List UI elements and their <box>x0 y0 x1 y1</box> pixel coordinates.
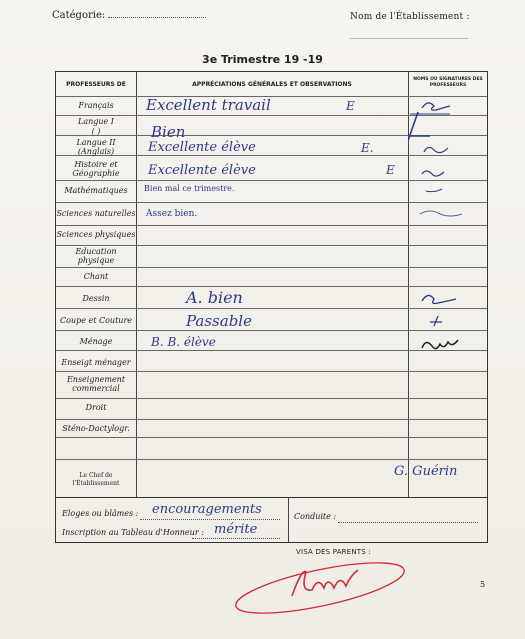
tableau-blank <box>192 538 280 539</box>
subject-dessin: Dessin <box>82 294 110 303</box>
subject-steno: Sténo-Dactylogr. <box>62 424 130 433</box>
subject-langue1: Langue I <box>78 117 114 126</box>
signature-stroke <box>292 570 358 596</box>
page-number: 5 <box>480 580 486 589</box>
subject-couture: Coupe et Couture <box>60 316 132 325</box>
subject-menage: Ménage <box>79 337 113 346</box>
hw-chef-signature: G. Guérin <box>394 464 458 479</box>
categorie-label: Catégorie: <box>52 10 106 21</box>
subject-enseigt-menager: Enseigt ménager <box>61 358 131 367</box>
signature-langue2 <box>424 147 448 152</box>
header-signatures: NOMS OU SIGNATURES DES PROFESSEURS <box>413 77 483 88</box>
grades-table <box>55 71 488 543</box>
conduite-blank <box>338 522 478 523</box>
hw-sciences: Assez bien. <box>146 209 198 219</box>
hw-francais: Excellent travail <box>146 96 271 114</box>
subject-langue2: Langue II <box>76 138 116 147</box>
parent-signature <box>232 560 418 620</box>
signature-couture <box>430 316 442 326</box>
hw-couture: Passable <box>186 312 252 330</box>
signature-dessin <box>422 295 456 303</box>
subject-langue1-paren: ( ) <box>91 127 101 136</box>
chef-label: Le Chef de l'Établissement <box>72 472 120 487</box>
hw-dessin: A. bien <box>186 288 243 307</box>
signature-sciences <box>420 211 462 216</box>
categorie-blank <box>108 17 206 18</box>
subject-maths: Mathématiques <box>64 186 128 195</box>
tableau-label: Inscription au Tableau d'Honneur : <box>62 528 204 537</box>
eloges-label: Eloges ou blâmes : <box>62 509 139 518</box>
etablissement-label: Nom de l'Établissement : <box>350 12 470 22</box>
hw-langue2-mark: E. <box>361 141 374 155</box>
signature-langue <box>408 112 430 158</box>
subject-francais: Français <box>78 101 114 110</box>
hw-langue2: Excellente élève <box>148 140 256 155</box>
subject-sciences-naturelles: Sciences naturelles <box>56 209 136 218</box>
conduite-label: Conduite : <box>294 512 337 521</box>
signature-menage <box>422 340 458 349</box>
subject-droit: Droit <box>85 403 107 412</box>
hw-menage: B. B. élève <box>151 335 216 349</box>
hw-eloges: encouragements <box>152 502 262 517</box>
subject-sciences-physiques: Sciences physiques <box>56 230 136 239</box>
hw-histoire-mark: E <box>386 163 395 177</box>
header-professeurs: PROFESSEURS DE <box>66 81 126 88</box>
hw-francais-mark: E <box>346 99 355 113</box>
signature-maths <box>426 189 442 192</box>
signature-francais <box>422 103 450 110</box>
signature-histoire <box>422 171 444 176</box>
etablissement-blank <box>350 38 468 39</box>
signature-loop <box>232 560 408 620</box>
categorie-field <box>52 10 206 21</box>
header-appreciations: APPRÉCIATIONS GÉNÉRALES ET OBSERVATIONS <box>192 81 352 88</box>
hw-tableau: mérite <box>214 522 258 537</box>
teacher-signatures <box>408 96 487 496</box>
trimestre-title: 3e Trimestre 19 -19 <box>202 53 323 66</box>
subject-chant: Chant <box>83 272 109 281</box>
hw-langue1: Bien <box>151 123 186 141</box>
hw-maths: Bien mal ce trimestre. <box>144 184 235 193</box>
subject-histoire: Histoire et Géographie <box>72 160 120 178</box>
subject-commercial: Enseignement commercial <box>66 375 126 393</box>
footer-divider <box>288 497 289 542</box>
subject-education: Education physique <box>75 247 117 265</box>
hw-histoire: Excellente élève <box>148 163 256 178</box>
visa-parents-label: VISA DES PARENTS : <box>296 548 371 556</box>
eloges-blank <box>140 519 280 520</box>
subject-langue2-paren: (Anglais) <box>77 147 115 156</box>
